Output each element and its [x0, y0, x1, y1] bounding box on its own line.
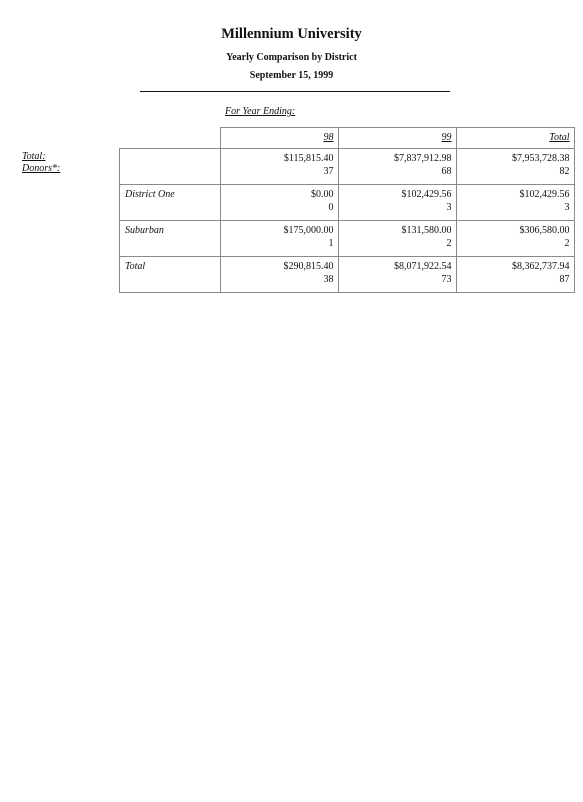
cell-donors: 82 [559, 165, 570, 177]
comparison-table [119, 127, 575, 293]
row-label: Suburban [120, 220, 221, 256]
report-subtitle: Yearly Comparison by District [226, 52, 357, 63]
cell-amount: $306,580.00 [519, 224, 570, 236]
table-cell [220, 148, 338, 184]
table-row [120, 220, 575, 256]
table-header-row [120, 128, 575, 149]
cell-donors: 3 [564, 201, 570, 213]
column-header-total [456, 128, 574, 149]
table-row [120, 184, 575, 220]
column-header-total-label: Total [549, 132, 570, 143]
column-header-98-label: 98 [323, 132, 334, 143]
legend-donors-label: Donors*: [22, 163, 61, 174]
legend-total-label: Total: [22, 151, 46, 162]
cell-amount: $8,071,922.54 [394, 260, 452, 272]
year-ending-caption: For Year Ending: [225, 106, 296, 117]
cell-donors: 73 [441, 273, 452, 285]
cell-amount: $0.00 [311, 188, 334, 200]
table-row [120, 148, 575, 184]
table-cell [338, 256, 456, 292]
cell-amount: $102,429.56 [401, 188, 452, 200]
table-corner-cell [120, 128, 221, 149]
cell-amount: $102,429.56 [519, 188, 570, 200]
cell-amount: $7,837,912.98 [394, 152, 452, 164]
cell-donors: 87 [559, 273, 570, 285]
table-cell [338, 184, 456, 220]
table-cell [456, 184, 574, 220]
cell-amount: $115,815.40 [283, 152, 334, 164]
cell-donors: 37 [323, 165, 334, 177]
report-title: Millennium University [221, 26, 362, 42]
table-cell [338, 148, 456, 184]
cell-donors: 0 [328, 201, 334, 213]
table-cell [456, 220, 574, 256]
cell-donors: 2 [446, 237, 452, 249]
cell-amount: $8,362,737.94 [512, 260, 570, 272]
table-cell [456, 148, 574, 184]
cell-amount: $7,953,728.38 [512, 152, 570, 164]
column-header-98 [220, 128, 338, 149]
header-divider [140, 91, 450, 92]
cell-donors: 1 [328, 237, 334, 249]
cell-donors: 2 [564, 237, 570, 249]
table-cell [456, 256, 574, 292]
cell-amount: $131,580.00 [401, 224, 452, 236]
cell-amount: $175,000.00 [283, 224, 334, 236]
row-label: District One [120, 184, 221, 220]
cell-donors: 38 [323, 273, 334, 285]
table-cell [338, 220, 456, 256]
cell-donors: 68 [441, 165, 452, 177]
column-header-99 [338, 128, 456, 149]
report-date: September 15, 1999 [249, 70, 334, 81]
row-label: Total [120, 256, 221, 292]
cell-amount: $290,815.40 [283, 260, 334, 272]
table-cell [220, 184, 338, 220]
table-row [120, 256, 575, 292]
table-cell [220, 220, 338, 256]
column-header-99-label: 99 [441, 132, 452, 143]
cell-donors: 3 [446, 201, 452, 213]
table-cell [220, 256, 338, 292]
row-label [120, 148, 221, 184]
